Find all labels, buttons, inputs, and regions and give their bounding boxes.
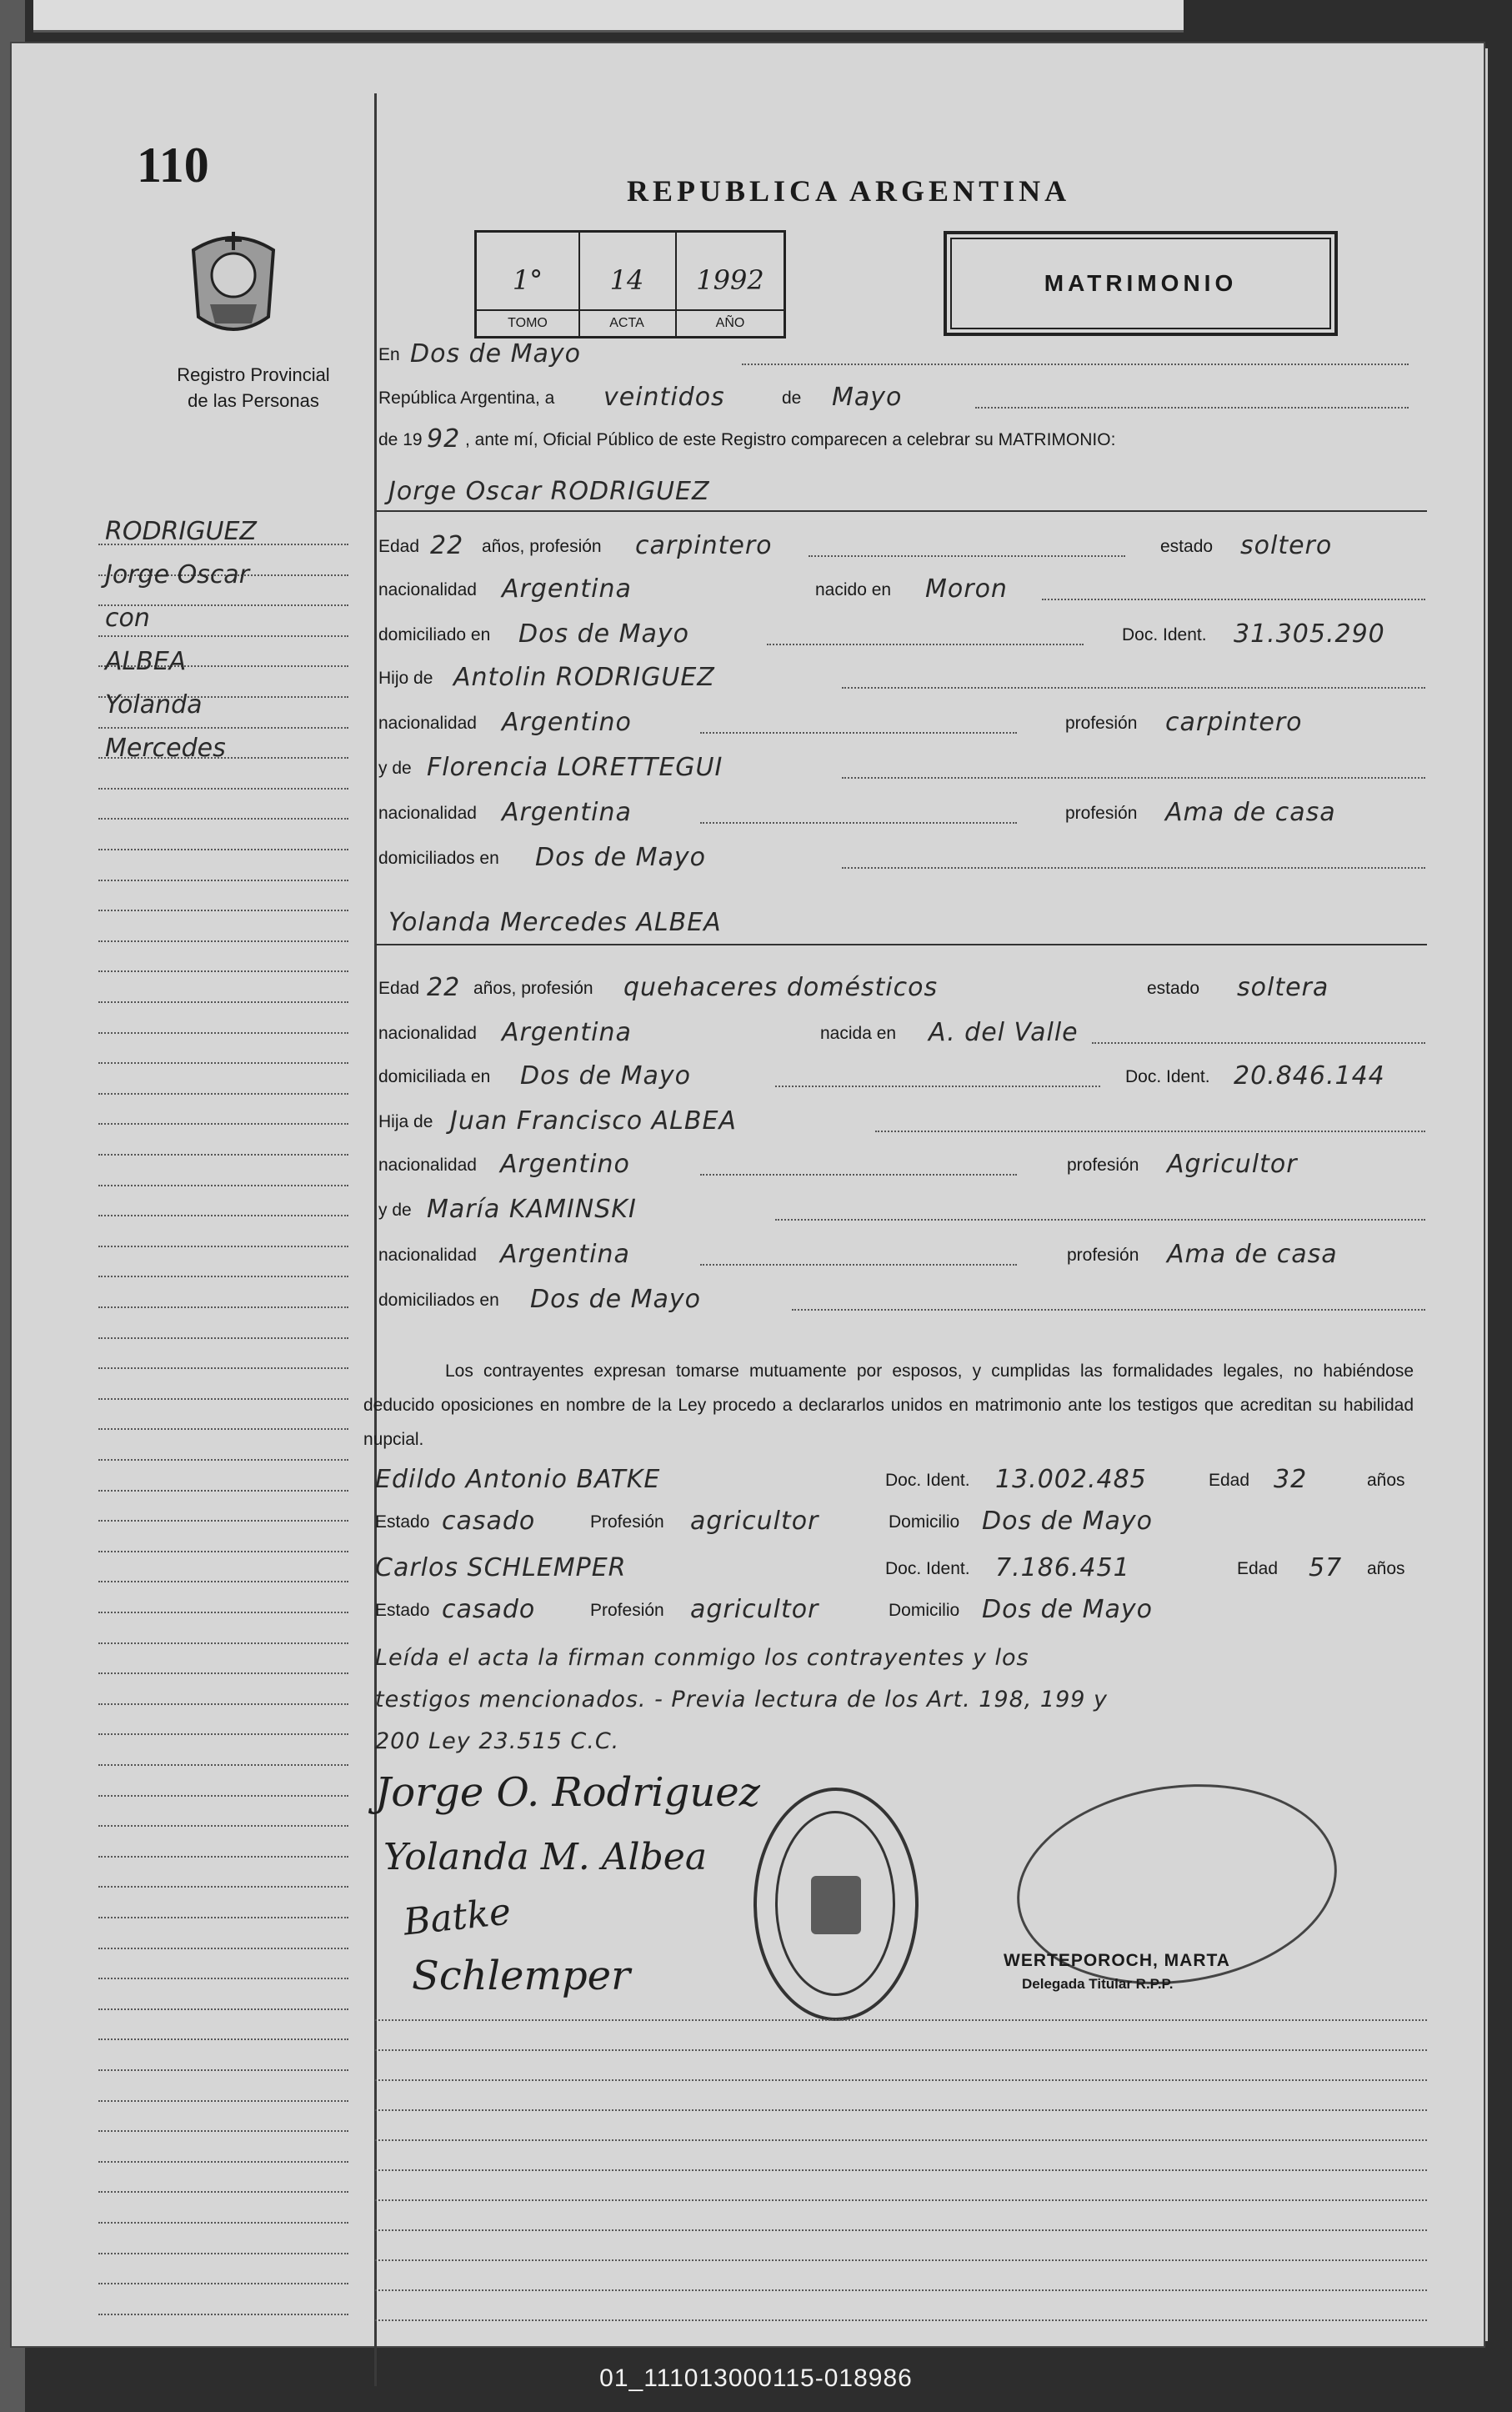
margin-line <box>98 940 348 942</box>
groom-age-line: Edad 22 años, profesión carpintero estado soltero <box>378 531 1333 560</box>
blank-line <box>375 2109 1427 2111</box>
witness2-name: Carlos SCHLEMPER <box>375 1553 627 1582</box>
margin-line <box>98 2222 348 2224</box>
margin-note: ALBEA <box>105 647 187 676</box>
margin-line <box>98 1215 348 1216</box>
margin-line <box>98 788 348 790</box>
image-caption: 01_111013000115-018986 <box>599 2364 913 2392</box>
bride-father: Juan Francisco ALBEA <box>450 1106 737 1136</box>
bride-address: Dos de Mayo <box>520 1061 692 1091</box>
year-suffix-value: 92 <box>427 424 461 454</box>
groom-father-profession: carpintero <box>1165 708 1303 737</box>
groom-age: 22 <box>430 531 464 560</box>
groom-father: Antolin RODRIGUEZ <box>453 663 715 692</box>
tomo-value: 1° <box>512 264 543 296</box>
margin-line <box>98 1825 348 1827</box>
blank-line <box>375 2199 1427 2201</box>
margin-line <box>98 1398 348 1400</box>
tomo-cell <box>477 233 580 336</box>
official-stamp <box>753 1788 919 2021</box>
bride-birthplace: A. del Valle <box>929 1018 1079 1047</box>
margin-line <box>98 2069 348 2071</box>
margin-note: con <box>105 604 150 633</box>
blank-line <box>375 2289 1427 2291</box>
page-number: 110 <box>137 138 209 193</box>
tomo-label: TOMO <box>477 309 578 336</box>
witness1-line: Edildo Antonio BATKE Doc. Ident. 13.002.485 Edad 32 años <box>375 1465 1405 1494</box>
month-value: Mayo <box>832 383 903 412</box>
official-title: Delegada Titular R.P.P. <box>1022 1976 1174 1992</box>
blank-line <box>375 2139 1427 2141</box>
margin-line <box>98 1856 348 1858</box>
margin-line <box>98 2191 348 2193</box>
bride-age: 22 <box>427 973 461 1002</box>
margin-line <box>98 2283 348 2284</box>
country-title: REPUBLICA ARGENTINA <box>627 174 1071 208</box>
groom-mother: Florencia LORETTEGUI <box>427 753 723 782</box>
bride-signature: Yolanda M. Albea <box>383 1836 708 1878</box>
margin-line <box>98 1459 348 1461</box>
margin-line <box>98 1001 348 1003</box>
groom-parents-address-value: Dos de Mayo <box>535 843 707 872</box>
acta-cell <box>578 233 677 336</box>
margin-line <box>98 1185 348 1186</box>
margin-note: Yolanda <box>105 690 203 720</box>
margin-line <box>98 2253 348 2254</box>
groom-address: Dos de Mayo <box>518 619 690 649</box>
margin-note: Mercedes <box>105 734 226 763</box>
record-type-box: MATRIMONIO <box>944 231 1338 336</box>
previous-page-edge <box>33 0 1184 33</box>
bride-mother-details: nacionalidad Argentina profesión Ama de casa <box>378 1240 1338 1269</box>
intro-line-1: En Dos de Mayo <box>375 327 1417 372</box>
bride-father-nationality: Argentino <box>500 1150 630 1179</box>
groom-father-nationality: Argentino <box>502 708 632 737</box>
witness1-name: Edildo Antonio BATKE <box>375 1465 661 1494</box>
margin-line <box>98 2161 348 2163</box>
groom-name-line <box>375 464 1434 509</box>
groom-mother-details: nacionalidad Argentina profesión Ama de casa <box>378 798 1336 827</box>
bride-status: soltera <box>1237 973 1329 1002</box>
intro-line-2: República Argentina, a veintidos de Mayo <box>375 370 1417 415</box>
witness2-line: Carlos SCHLEMPER Doc. Ident. 7.186.451 Edad 57 años <box>375 1553 1405 1582</box>
witness1-status: casado <box>442 1507 536 1536</box>
witness2-status: casado <box>442 1595 536 1624</box>
witness2-doc: 7.186.451 <box>995 1553 1130 1582</box>
margin-line <box>98 970 348 972</box>
margin-line <box>98 1032 348 1034</box>
registry-name: Registro Provincial de las Personas <box>177 364 330 411</box>
official-name: WERTEPOROCH, MARTA <box>1004 1951 1230 1970</box>
margin-line <box>98 818 348 820</box>
groom-nationality-line: nacionalidad Argentina nacido en Moron <box>375 562 1425 607</box>
intro-line-3: de 19 92 , ante mí, Oficial Público de este Registro comparecen a celebrar su MATRIMONIO: <box>378 424 1116 454</box>
witness2-profession: agricultor <box>690 1595 819 1624</box>
margin-line <box>98 1062 348 1064</box>
witness1-profession: agricultor <box>690 1507 819 1536</box>
groom-doc: 31.305.290 <box>1234 619 1385 649</box>
bride-father-details: nacionalidad Argentino profesión Agricultor <box>378 1150 1298 1179</box>
witness2-age: 57 <box>1309 1553 1343 1582</box>
margin-line <box>98 1276 348 1277</box>
groom-mother-nationality: Argentina <box>502 798 632 827</box>
margin-line <box>98 1337 348 1339</box>
blank-line <box>375 2019 1427 2021</box>
margin-line <box>98 1886 348 1888</box>
margin-line <box>98 1123 348 1125</box>
margin-line <box>98 1642 348 1644</box>
groom-profession: carpintero <box>635 531 773 560</box>
bride-nationality: Argentina <box>502 1018 632 1047</box>
groom-parents-address: domiciliados en Dos de Mayo <box>375 830 1425 875</box>
margin-line <box>98 727 348 729</box>
bride-father-profession: Agricultor <box>1167 1150 1298 1179</box>
witness2-details: Estado casado Profesión agricultor Domicilio Dos de Mayo <box>375 1595 1154 1624</box>
bride-doc: 20.846.144 <box>1234 1061 1385 1091</box>
margin-note: Jorge Oscar <box>105 560 250 589</box>
groom-birthplace: Moron <box>925 574 1008 604</box>
margin-line <box>98 2100 348 2102</box>
bride-name-line <box>375 895 1434 940</box>
bride-father-line: Hija de Juan Francisco ALBEA <box>375 1094 1425 1139</box>
bride-mother: María KAMINSKI <box>427 1195 637 1224</box>
margin-line <box>98 1795 348 1797</box>
groom-mother-line: y de Florencia LORETTEGUI <box>375 740 1425 785</box>
witness1-details: Estado casado Profesión agricultor Domicilio Dos de Mayo <box>375 1507 1154 1536</box>
bride-mother-profession: Ama de casa <box>1167 1240 1338 1269</box>
margin-line <box>98 2130 348 2132</box>
margin-line <box>98 2008 348 2010</box>
margin-line <box>98 1581 348 1582</box>
ano-value: 1992 <box>696 264 764 296</box>
bride-name: Yolanda Mercedes ALBEA <box>388 908 722 937</box>
margin-line <box>98 1520 348 1522</box>
groom-status: soltero <box>1240 531 1333 560</box>
witness2-signature: Schlemper <box>412 1953 631 1999</box>
margin-line <box>98 849 348 850</box>
witness2-address: Dos de Mayo <box>982 1595 1154 1624</box>
place-value: Dos de Mayo <box>410 339 582 369</box>
margin-line <box>98 1428 348 1430</box>
margin-line <box>98 1551 348 1552</box>
bride-parents-address: domiciliados en Dos de Mayo <box>375 1272 1425 1317</box>
bride-mother-line: y de María KAMINSKI <box>375 1182 1425 1227</box>
bride-profession: quehaceres domésticos <box>623 973 939 1002</box>
witness1-address: Dos de Mayo <box>982 1507 1154 1536</box>
groom-nationality: Argentina <box>502 574 632 604</box>
groom-mother-profession: Ama de casa <box>1165 798 1336 827</box>
groom-signature: Jorge O. Rodriguez <box>375 1769 760 1816</box>
margin-line <box>98 2038 348 2040</box>
margin-line <box>98 1367 348 1369</box>
acta-value: 14 <box>609 264 644 296</box>
closing-line-2: testigos mencionados. - Previa lectura de los Art. 198, 199 y <box>375 1687 1109 1712</box>
margin-line <box>98 635 348 637</box>
declaration-text: Los contrayentes expresan tomarse mutuamente por esposos, y cumplidas las formalidades legales, no habiéndose deducido oposiciones en nombre de la Ley procedo a declararlos unidos en matrimonio ante los testigos que acreditan su habilidad nupcial. <box>363 1361 1414 1449</box>
ano-cell <box>677 233 784 336</box>
bride-age-line: Edad 22 años, profesión quehaceres domésticos estado soltera <box>378 973 1329 1002</box>
blank-line <box>375 2169 1427 2171</box>
margin-line <box>98 1733 348 1735</box>
bride-address-line: domiciliada en Dos de Mayo Doc. Ident. 20.846.144 <box>378 1061 1385 1091</box>
certificate-page <box>12 43 1484 2346</box>
margin-line <box>98 1093 348 1095</box>
day-value: veintidos <box>603 383 725 412</box>
groom-name: Jorge Oscar RODRIGUEZ <box>388 477 710 506</box>
margin-line <box>98 1764 348 1766</box>
margin-line <box>98 910 348 911</box>
closing-line-1: Leída el acta la firman conmigo los contrayentes y los <box>375 1645 1029 1671</box>
bride-mother-nationality: Argentina <box>500 1240 630 1269</box>
margin-line <box>98 1246 348 1247</box>
margin-line <box>98 1948 348 1949</box>
groom-father-line: Hijo de Antolin RODRIGUEZ <box>375 650 1425 695</box>
margin-line <box>98 1154 348 1156</box>
closing-line-3: 200 Ley 23.515 C.C. <box>375 1728 620 1754</box>
provincial-seal-icon <box>185 225 282 342</box>
witness1-signature: Batke <box>401 1890 513 1944</box>
margin-line <box>98 1490 348 1492</box>
margin-line <box>98 1978 348 1979</box>
record-id-box <box>474 230 786 338</box>
witness1-age: 32 <box>1274 1465 1308 1494</box>
margin-note: RODRIGUEZ <box>105 517 257 546</box>
margin-line <box>98 2314 348 2315</box>
blank-line <box>375 2259 1427 2261</box>
blank-line <box>375 2079 1427 2081</box>
bride-nationality-line: nacionalidad Argentina nacida en A. del Valle <box>375 1005 1425 1051</box>
witness1-doc: 13.002.485 <box>995 1465 1147 1494</box>
margin-line <box>98 880 348 881</box>
blank-line <box>375 2229 1427 2231</box>
margin-line <box>98 1672 348 1674</box>
margin-line <box>98 1306 348 1308</box>
margin-line <box>98 1917 348 1918</box>
bride-parents-address-value: Dos de Mayo <box>530 1285 702 1314</box>
ano-label: AÑO <box>677 309 784 336</box>
blank-line <box>375 2049 1427 2051</box>
acta-label: ACTA <box>578 309 675 336</box>
margin-line <box>98 1612 348 1613</box>
groom-father-details: nacionalidad Argentino profesión carpintero <box>378 708 1303 737</box>
groom-address-line: domiciliado en Dos de Mayo Doc. Ident. 31.305.290 <box>378 619 1385 649</box>
margin-line <box>98 1703 348 1705</box>
blank-line <box>375 2319 1427 2321</box>
